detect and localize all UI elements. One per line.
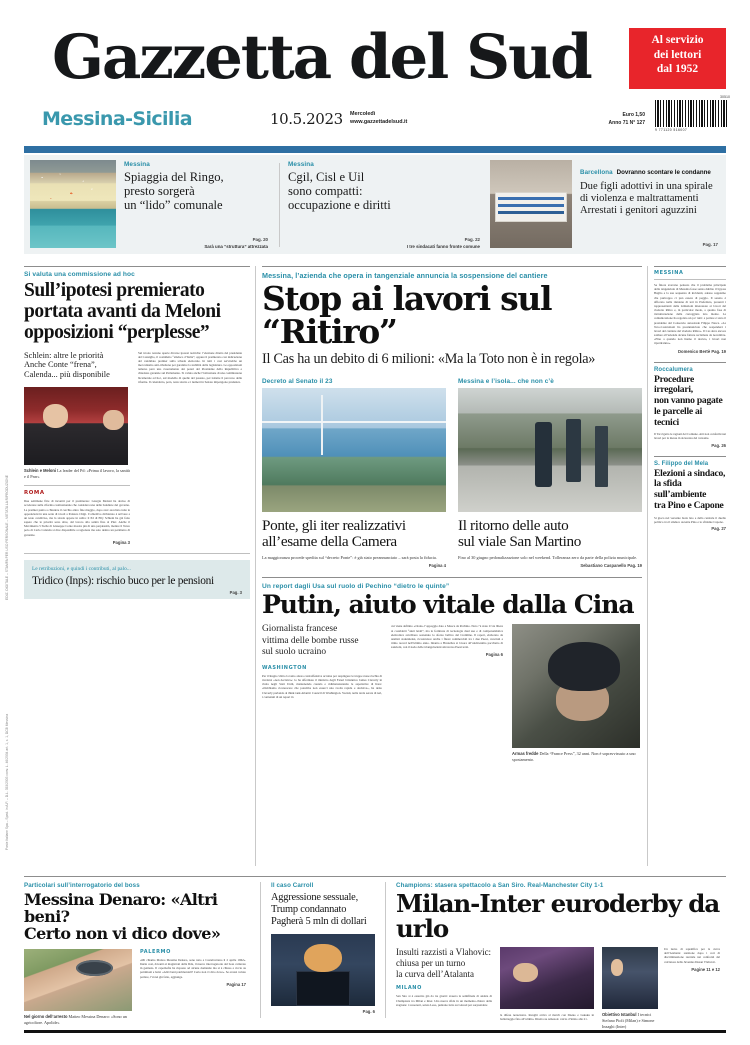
right-item-headline-line1: Procedure irregolari, [654, 373, 695, 396]
bridge-caption: La maggioranza procede spedita sul “decreto Ponte”: è già stato preannunciato – sarà posta la fiducia. [262, 555, 437, 561]
left-column [24, 266, 250, 599]
putin-headline[interactable]: Putin, aiuto vitale dalla Cina [262, 590, 634, 620]
denaro-photo-caption-bold: Nel giorno dell’arresto [24, 1013, 68, 1019]
carroll-page-ref[interactable]: Pag. 6 [362, 1008, 375, 1014]
denaro-kicker: Particolari sull’interrogatorio del boss [24, 882, 140, 889]
players-photo [602, 947, 658, 1009]
coaches-photo [500, 947, 594, 1009]
legal-notice-vertical-2: Poste Italiane Spa – Sped. in A.P. – D.L. 353/2003 conv. L. 46/2004 art. 1, c. 1, DCB Messina [5, 713, 9, 850]
street-headline-line1: Il ritorno delle auto [458, 516, 569, 534]
right-item-kicker: Roccalumera [654, 366, 693, 373]
milan-inter-article[interactable] [396, 882, 724, 1030]
bottom-black-rule [24, 1030, 726, 1033]
barcode-number: 9 771120 516007 [655, 128, 688, 132]
right-item-san-filippo[interactable] [654, 461, 726, 531]
bridge-headline-line1: Ponte, gli iter realizzativi [262, 516, 406, 534]
street-page-ref[interactable]: Pag. 19 [627, 563, 642, 569]
schlein-meloni-photo [24, 387, 128, 465]
teaser-divider-1 [279, 163, 280, 247]
right-item-headline-line3: le parcelle ai tecnici [654, 405, 703, 428]
denaro-page-ref[interactable]: Pagina 17 [226, 981, 246, 987]
viale-san-martino-street-photo [458, 388, 642, 512]
teaser-headline-line1: Spiaggia del Ringo, [124, 170, 224, 184]
left-article-kicker: Si valuta una commissione ad hoc [24, 271, 135, 278]
weekday-label: Mercoledì [350, 111, 376, 117]
denaro-body: «Mi chiamo Matteo Messina Denaro, sono nato a Castelvetrano il 2 aprile 1962». Inizia così, davanti ai magistrati della Dda, il nuovo interrogatorio del boss catturato in gennaio. Il capomafia ha risposto ad alcune domande ma si è chiuso a riccio su patrimoni e beni: «Altri beni patrimoniali? Certo non vi dico dove». Se avessi voluto parlare, l’avrei già fatto, aggiunge. [140, 957, 246, 979]
milan-subhead-line1: Insulti razzisti a Vlahovic: [396, 947, 492, 957]
bottom-band [24, 876, 726, 1029]
teaser-page-ref: Pag. 22 [464, 237, 480, 242]
putin-subhead-line2: vittima delle bombe russe [262, 635, 359, 646]
left-article-headline-line2[interactable]: portata avanti da Meloni [24, 300, 221, 322]
center-top-rule [262, 266, 642, 267]
teaser-headline-line1: Due figli adottivi in una spirale [580, 181, 713, 192]
milan-body-col1: San Siro si è esaurito già da tre giorni: stasera la semifinale di andata di Champions tra Milan e Inter. Una nuova sfida in un momento-chiave della stagione: i rossoneri, senza Leao, puntano tutto su Giroud per sorprendere [396, 994, 492, 1007]
left-box-top-rule [24, 553, 250, 554]
teaser-footnote: Sarà una “struttura” attrezzata [204, 244, 268, 249]
bridge-headline-line2: all’esame della Camera [262, 533, 397, 551]
issue-number: Anno 71 N° 127 [608, 119, 645, 126]
right-column-byline: Domenico Bertè [678, 348, 711, 354]
right-item-rule-1 [654, 362, 726, 363]
right-item-page-ref[interactable]: Pag. 27 [711, 525, 726, 531]
bridge-feature[interactable] [262, 378, 446, 569]
milan-subhead-line3: la curva dell’Atalanta [396, 968, 474, 979]
arrest-handcuff-photo [24, 949, 132, 1011]
service-badge-line3: dal 1952 [656, 63, 699, 76]
barcode-top-number: 30510 [720, 95, 730, 99]
bridge-page-ref[interactable]: Pagina 4 [428, 563, 446, 569]
tridico-box[interactable] [24, 560, 250, 600]
teaser-headline-line2: presto sorgerà [124, 184, 195, 199]
teaser-kicker: Messina [288, 161, 314, 168]
right-item-page-ref[interactable]: Pag. 26 [711, 442, 726, 448]
right-item-roccalumera[interactable] [654, 367, 726, 448]
teaser-kicker-dark: Dovranno scontare le condanne [616, 169, 711, 176]
bottom-divider-2 [385, 882, 386, 1018]
tridico-headline: Tridico (Inps): rischio buco per le pensioni [32, 574, 214, 587]
trump-podium-photo [271, 934, 375, 1006]
service-badge-line2: dei lettori [653, 48, 702, 61]
right-column [654, 266, 726, 531]
soldier-helmet-photo [512, 624, 640, 748]
street-feature-kicker: Messina e l’isola... che non c’è [458, 377, 554, 385]
teaser-barcellona[interactable] [490, 155, 722, 254]
putin-photo-caption: Della “France Press”, 32 anni. Non è sopravvissuto a uno spostamento. [512, 751, 636, 763]
bottom-top-rule [24, 876, 726, 877]
putin-subhead-line3: sul suolo ucraino [262, 647, 327, 658]
denaro-headline-line2: Certo non vi dico dove» [24, 923, 221, 943]
left-article-subhead-line2: Anche Conte “frena”, [24, 360, 97, 370]
right-column-dateline: MESSINA [654, 270, 684, 276]
putin-page-ref[interactable]: Pagina 6 [485, 652, 503, 658]
left-article-body-col1: Due settimane fitte di incontri per il premierato: Giorgia Meloni ha deciso di accelerare sulla riforma costituzionale che considera una delle bandiere del governo. La premier punta a chiudere il cerchio entro fine maggio, dopo aver ascoltato tutte le opposizioni in una serie di tavoli a Palazzo Chigi. L’obiettivo dichiarato è arrivare a un testo condiviso, ma la strada appare in salita: il Pd di Elly Schlein ha già fatto sapere che le priorità sono altre, dal lavoro alla sanità fino al Pnrr. Anche il Movimento 5 Stelle di Giuseppe Conte mostra più di una perplessità, mentre il Terzo polo di Carlo Calenda si dice disponibile a ragionare ma solo dentro un perimetro di garanzie. [24, 499, 130, 537]
milan-page-ref[interactable]: Pagine 11 e 12 [691, 966, 720, 972]
street-headline-line2: sul viale San Martino [458, 533, 581, 551]
teaser-headline-line1: Cgil, Cisl e Uil [288, 170, 365, 184]
teaser-footnote: I tre sindacati fanno fronte comune [406, 244, 480, 249]
newspaper-title: Gazzetta del Sud [52, 22, 591, 93]
left-photo-caption: La leader del Pd: «Prima il lavoro, la sanità e il Pnrr» [24, 468, 130, 480]
left-article-headline-line1[interactable]: Sull’ipotesi premierato [24, 280, 205, 301]
carroll-headline-line2: Trump condannato [271, 903, 347, 915]
blue-divider-bar [24, 146, 726, 153]
right-item-rule-2 [654, 456, 726, 457]
price-info [560, 112, 645, 128]
tridico-kicker: Le retribuzioni, e quindi i contributi, al palo... [32, 565, 131, 572]
left-article-subhead-line1: Schlein: altre le priorità [24, 350, 104, 360]
teaser-page-ref: Pag. 20 [252, 237, 268, 242]
milan-headline: Milan-Inter euroderby da urlo [396, 889, 720, 943]
teaser-headline-line2: sono compatti: [288, 184, 363, 199]
issue-date: 10.5.2023 [270, 110, 343, 128]
masthead [0, 0, 750, 148]
teaser-headline-line3: occupazione e diritti [288, 198, 391, 213]
bottom-divider-1 [260, 882, 261, 1018]
right-column-body: Se finora avevano pensato che il problema principale della tangenziale di Messina fosse senza dubbio il bypass Buglio e la sua sequenza di incidenti, adesso sappiamo che purtroppo ci può essere di peggio. Il sereno è affiorato nella riunione di ieri in Prefettura, presenti i rappresentanti delle istituzioni interessate ai lavori del viadotto Ritiro e, in particolar modo, a quanto fase di ristrutturazione della carreggiata lato monte. La comunicazione ha regolato un po’ tutti: a parlare è stato il presidente del Consorzio autostrade Filippo Nasca. «La Toto-Costruzioni ha preannunciato che sospenderà i lavori del cantiere del viadotto Ritiro». Il Cas deve ancora saldare all’azienda alcune fatture reclamate da novembre. «Fino a quando non hanno il dovuto, i lavori non ripartiranno». [654, 283, 726, 346]
date-side-info [350, 110, 407, 126]
milan-subhead-line2: chiusa per un turno [396, 957, 466, 968]
milan-photo-caption-bold: Obiettivo Istanbul [602, 1012, 637, 1017]
denaro-article[interactable] [24, 882, 250, 1030]
milan-body-col2: la difesa nerazzurra. Inzaghi arriva al match con Dzeko e Lukaku in ballottaggio fino all’ultimo. Diretta su Amazon: calcio d’inizio alle 21. [500, 1013, 594, 1022]
column-separator-left [255, 266, 256, 866]
putin-dateline: WASHINGTON [262, 664, 307, 671]
milan-kicker: Champions: stasera spettacolo a San Siro. Real-Manchester City 1-1 [396, 882, 604, 889]
teaser-kicker: Messina [124, 161, 150, 168]
right-item-headline-line3: tra Pino e Capone [654, 499, 724, 511]
bridge-feature-kicker: Decreto al Senato il 23 [262, 377, 333, 385]
teaser-headline-line2: di violenza e maltrattamenti [580, 192, 699, 204]
right-top-rule [654, 266, 726, 267]
column-separator-right [647, 266, 648, 866]
putin-body-col1: Per il Regno Unito la tanto attesa controffensiva ucraina per respingere le truppe russe rischia di rivelarsi «non decisiva»: lo ha affermato il ministro degli Esteri britannico James Cleverly in visita negli Stati Uniti, mantenendo cautela e ridimensionando le aspettative di Kiev. «Dobbiamo riconoscere che potrebbe non esserci una svolta rapida e decisiva», ha detto Cleverly parlando al think tank Atlantic Council di Washington. Svelati, nella tarda serata di ieri, i contenuti di un report in [262, 673, 382, 699]
putin-kicker: Un report dagli Usa sul ruolo di Pechino “dietro le quinte” [262, 583, 450, 591]
denaro-dateline: PALERMO [140, 948, 171, 955]
center-column [262, 266, 642, 763]
left-caption-rule [24, 485, 130, 486]
denaro-photo-caption: Matteo Messina Denaro: «Sono un agricoltore. Apolide» [24, 1013, 127, 1025]
legal-notice-vertical-1: EDIZ. DIGITALE – STAMPA PER USO PERSONALE – VIETATA LA RIPRODUZIONE [5, 475, 9, 600]
barcode [655, 95, 730, 136]
service-badge [629, 28, 726, 89]
left-article-body-col2: Sul tavolo restano aperte diverse ipotesi tecniche: l’elezione diretta del presidente del Consiglio, il cosiddetto “sindaco d’Italia”, oppure il premierato con indicazione del candidato premier sulla scheda elettorale. In tutti i casi servirebbe un meccanismo anti-ribaltone per garantire la stabilità della legislatura. Le opposizioni temono però uno svuotamento dei poteri del Presidente della Repubblica e chiedono garanzie sul Parlamento. Si valuta anche l’istituzione di una commissione bicamerale ad hoc, sul modello di quelle del passato, per istruire il percorso delle riforme. Il calendario, però, resta stretto e i numeri in Senato impongono prudenza. [138, 350, 242, 384]
street-caption: Fino al 30 giugno pedonalizzazione solo nel weekend. Tolleranza zero da parte della polizia municipale. [458, 555, 638, 561]
right-column-page-ref[interactable]: Pag. 19 [711, 348, 726, 354]
left-article-subhead-line3: Calenda... più disponibile [24, 370, 110, 380]
milan-dateline: MILANO [396, 985, 422, 992]
right-item-headline-line2: la sfida sull’ambiente [654, 478, 707, 501]
union-protest-photo [490, 160, 572, 248]
carroll-headline-line1: Aggressione sessuale, [271, 892, 358, 903]
right-dateline-rule [654, 279, 726, 280]
teaser-strip [24, 155, 726, 254]
putin-subhead-line1: Giornalista francese [262, 624, 338, 635]
main-article-kicker: Messina, l’azienda che opera in tangenziale annuncia la sospensione del cantiere [262, 271, 548, 280]
teaser-headline-line3: un “lido” comunale [124, 198, 223, 213]
right-item-headline-line1: Elezioni a sindaco, [654, 467, 726, 479]
main-headline[interactable]: Stop ai lavori sul “Ritiro” [262, 279, 552, 351]
right-item-body: Si gioca nel versante Isola lato e della centrale il duello politico tra il sindaco uscente Pino e lo sfidante Capone. [654, 515, 726, 524]
teaser-sindacati[interactable] [288, 155, 484, 254]
main-subhead: Il Cas ha un debito di 6 milioni: «Ma la Toto non è in regola» [262, 351, 596, 367]
carroll-headline-line3: Pagherà 5 mln di dollari [271, 915, 367, 927]
denaro-headline-line1: Messina Denaro: «Altri beni? [24, 890, 218, 926]
left-article-headline-line3[interactable]: opposizioni “perplesse” [24, 321, 210, 343]
teaser-headline-line3: Arrestati i genitori aguzzini [580, 204, 697, 216]
tridico-page-ref[interactable]: Pag. 3 [229, 590, 242, 596]
milan-right-note: Un turno di squalifica per la curva dell’Atalanta: sanzione dopo i cori di discriminazione razziale nei confronti del calciatore della Juventus Dusan Vlahovic. [664, 947, 720, 964]
teaser-kicker: Barcellona [580, 169, 613, 176]
carroll-kicker: Il caso Carroll [271, 882, 314, 889]
messina-strait-bridge-photo [262, 388, 446, 512]
putin-top-rule [262, 577, 642, 578]
price-label: Euro 1,50 [622, 112, 645, 118]
putin-photo-caption-bold: Armas fredde [512, 751, 539, 757]
street-byline: Sebastiano Caspanello [580, 563, 627, 569]
teaser-spiaggia-del-ringo[interactable] [30, 155, 272, 254]
right-item-body: Il Tar rigetta le ragioni del Comune. Atti non conformi nei lavori per la messa in sicurezza del versante. [654, 432, 726, 441]
beach-aerial-photo [30, 160, 116, 248]
left-photo-caption-bold: Schlein e Meloni [24, 468, 57, 474]
barcode-bars [655, 100, 727, 127]
teaser-page-ref: Pag. 17 [702, 242, 718, 247]
milan-photo-caption: I tecnici Stefano Pioli (Milan) e Simone Inzaghi (Inter) [602, 1012, 655, 1029]
service-badge-line1: Al servizio [651, 34, 704, 46]
street-feature[interactable] [458, 378, 642, 569]
left-article-dateline: ROMA [24, 490, 45, 497]
right-item-headline-line2: non vanno pagate [654, 395, 723, 407]
edition-label: Messina-Sicilia [42, 108, 192, 130]
putin-body-col2: cui viene definito «vitale» l’appoggio dato a Mosca da Pechino. Non c’è stato il via libera ai cosiddetti “aiuti letali”, ma le forniture di tecnologia dual use e di componentistica elettronica avrebbero sostenuto lo sforzo bellico del Cremlino. Il report, elaborato da analisti statunitensi, ricostruisce anche i flussi commerciali tra i due Paesi, cresciuti a ritmo record nell’ultimo anno. Intanto a Bruxelles si lavora all’undicesimo pacchetto di sanzioni, con il nodo delle triangolazioni attraverso Paesi terzi. [391, 624, 503, 650]
carroll-article[interactable] [271, 882, 375, 1030]
website-link[interactable]: www.gazzettadelsud.it [350, 119, 408, 126]
left-article-page-ref[interactable]: Pagina 3 [112, 539, 130, 545]
column-top-rule [24, 266, 250, 267]
right-item-kicker: S. Filippo del Mela [654, 460, 709, 467]
